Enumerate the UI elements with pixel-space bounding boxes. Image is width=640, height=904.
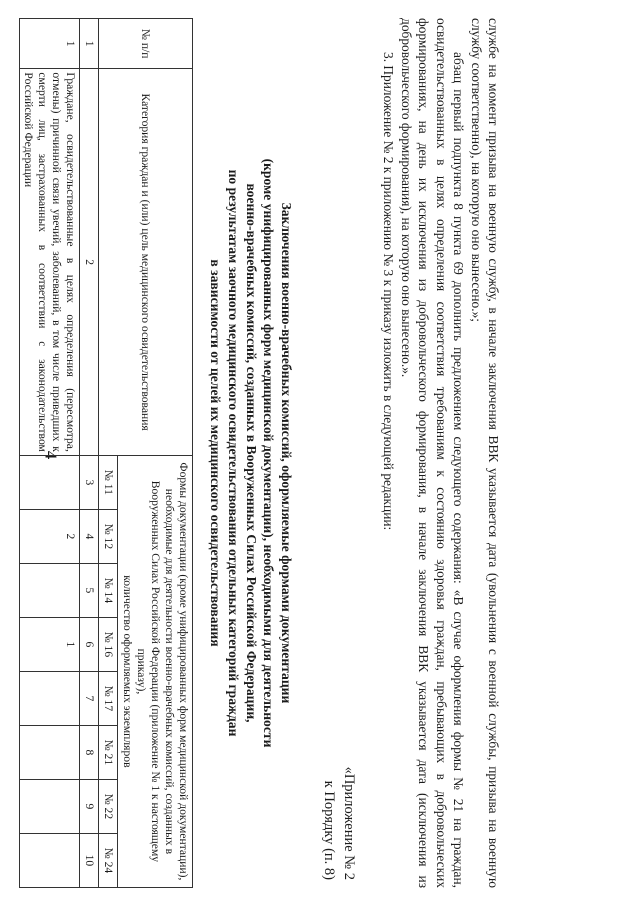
form-number-header: № 17: [99, 671, 118, 725]
column-index: 1: [80, 19, 99, 69]
row-count: [19, 563, 80, 617]
page-number: 4: [41, 450, 61, 460]
header-category: Категория граждан и (или) цель медицинского освидетельствования: [99, 69, 192, 455]
title-line: в зависимости от целей их медицинского освидетельствования: [208, 259, 224, 647]
column-index: 4: [80, 509, 99, 563]
form-number-header: № 14: [99, 563, 118, 617]
paragraph-continuation: службе на момент призыва на военную службу, в начале заключения ВВК указывается дата (увольнения с военной службы, призыва на военную службу соответственно), на которую оно вынесено.»;: [468, 18, 501, 888]
form-number-header: № 21: [99, 725, 118, 779]
row-count: [19, 779, 80, 833]
column-index: 6: [80, 617, 99, 671]
column-index: 8: [80, 725, 99, 779]
row-number: 1: [19, 19, 80, 69]
document-title: [207, 18, 295, 888]
row-count: 2: [19, 509, 80, 563]
appendix-line: «Приложение № 2: [341, 766, 358, 880]
title-line: по результатам заочного медицинского освидетельствования отдельных категорий граждан: [225, 169, 241, 737]
paragraph-item-3: 3. Приложение № 2 к приложению № 3 к приказу изложить в следующей редакции:: [381, 52, 397, 531]
column-index: 7: [80, 671, 99, 725]
title-line: Заключения военно-врачебных комиссий, оформляемые формами документации: [278, 202, 294, 704]
paragraph-amendment: абзац первый подпункта 8 пункта 69 дополнить предложением следующего содержания: «В случае оформления формы № 21 на граждан, освидетельствованных в целях определения соответствия требованиям к состоянию здоровья граждан, пребывающих в добровольческих формированиях, на день их исключения из добровольческого формирования, в начале заключения ВВК указывается дата (исключения из добровольческого формирования), на которую оно вынесено.».: [398, 18, 467, 888]
column-index: 2: [80, 69, 99, 455]
form-number-header: № 22: [99, 779, 118, 833]
row-count: [19, 725, 80, 779]
appendix-line: к Порядку (п. 8): [321, 780, 338, 880]
form-number-header: № 24: [99, 833, 118, 887]
column-index: 10: [80, 833, 99, 887]
form-number-header: № 16: [99, 617, 118, 671]
forms-table: [19, 18, 193, 888]
form-number-header: № 12: [99, 509, 118, 563]
form-number-header: № 11: [99, 455, 118, 509]
row-count: [19, 671, 80, 725]
header-forms: [118, 455, 193, 887]
column-index-row: [80, 19, 99, 888]
document-sheet: [22, 18, 502, 888]
column-index: 3: [80, 455, 99, 509]
title-line: военно-врачебных комиссий, созданных в Вооруженных Силах Российской Федерации,: [243, 183, 259, 723]
row-count: [19, 833, 80, 887]
header-number: № п/п: [99, 19, 192, 69]
row-count: [19, 455, 80, 509]
column-index: 5: [80, 563, 99, 617]
appendix-reference: [319, 18, 358, 880]
column-index: 9: [80, 779, 99, 833]
title-line: (кроме унифицированных форм медицинской документации), необходимыми для деятельности: [261, 158, 277, 748]
row-count: 1: [19, 617, 80, 671]
table-row: [19, 19, 80, 888]
row-category: Граждане, освидетельствованные в целях определения (пересмотра, отмены) причинной связи увечий, заболеваний, в том числе приведших к смерти лиц, застрахованных в соответствии с законодательством Российской Федерации: [19, 69, 80, 455]
forms-subheader-text: количество оформляемых экземпляров: [120, 575, 134, 768]
forms-header-text: Формы документации (кроме унифицированных форм медицинской документации), необходимые для деятельности военно-врачебных комиссий, созданных в Вооруженных Силах Российской Федерации (приложение № 1 к настоящему приказу),: [134, 462, 190, 881]
